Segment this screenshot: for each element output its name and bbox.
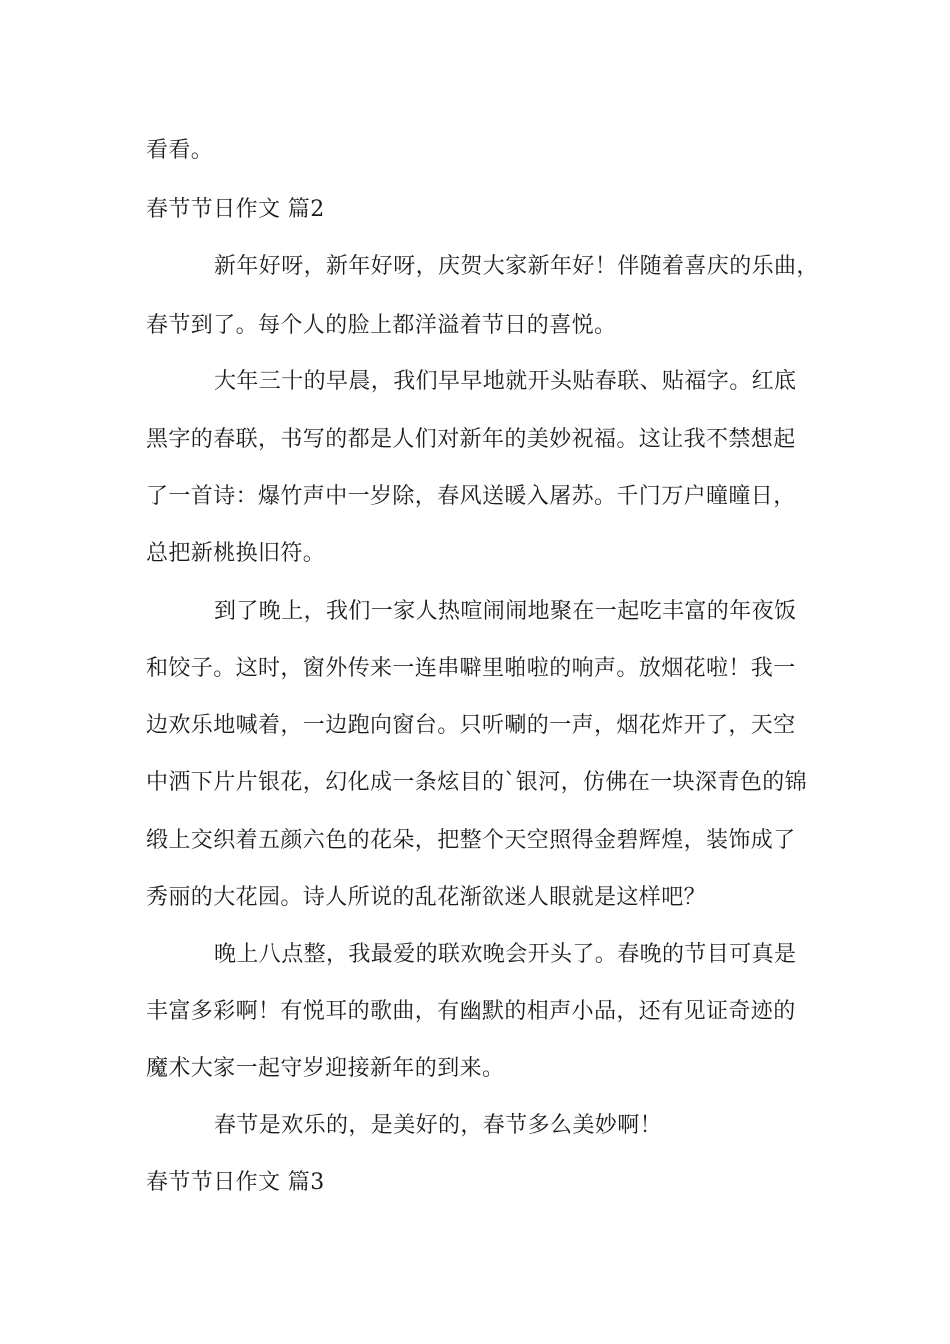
section-heading: 春节节日作文 篇3	[146, 1170, 325, 1195]
paragraph-line: 边欢乐地喊着，一边跑向窗台。只听唰的一声，烟花炸开了，天空	[146, 713, 796, 738]
paragraph-line: 总把新桃换旧符。	[146, 541, 326, 566]
paragraph-line: 春节到了。每个人的脸上都洋溢着节日的喜悦。	[146, 313, 617, 338]
paragraph-line: 黑字的春联，书写的都是人们对新年的美妙祝福。这让我不禁想起	[146, 427, 796, 452]
paragraph-line: 魔术大家一起守岁迎接新年的到来。	[146, 1056, 505, 1081]
paragraph-line: 看看。	[146, 138, 214, 163]
paragraph-line: 和饺子。这时，窗外传来一连串噼里啪啦的响声。放烟花啦！我一	[146, 656, 796, 681]
section-heading: 春节节日作文 篇2	[146, 197, 325, 222]
paragraph-line: 中洒下片片银花，幻化成一条炫目的`银河，仿佛在一块深青色的锦	[146, 770, 808, 795]
paragraph-line: 到了晚上，我们一家人热喧闹闹地聚在一起吃丰富的年夜饭	[214, 599, 797, 624]
paragraph-line: 春节是欢乐的，是美好的，春节多么美妙啊！	[214, 1113, 663, 1138]
paragraph-line: 了一首诗：爆竹声中一岁除，春风送暖入屠苏。千门万户曈曈日，	[146, 484, 796, 509]
paragraph-line: 秀丽的大花园。诗人所说的乱花渐欲迷人眼就是这样吧？	[146, 885, 707, 910]
paragraph-line: 缎上交织着五颜六色的花朵，把整个天空照得金碧辉煌，装饰成了	[146, 828, 796, 853]
paragraph-line: 大年三十的早晨，我们早早地就开头贴春联、贴福字。红底	[214, 369, 797, 394]
paragraph-line: 晚上八点整，我最爱的联欢晚会开头了。春晚的节目可真是	[214, 942, 797, 967]
paragraph-line: 新年好呀，新年好呀，庆贺大家新年好！伴随着喜庆的乐曲，	[214, 254, 819, 279]
paragraph-line: 丰富多彩啊！有悦耳的歌曲，有幽默的相声小品，还有见证奇迹的	[146, 999, 796, 1024]
